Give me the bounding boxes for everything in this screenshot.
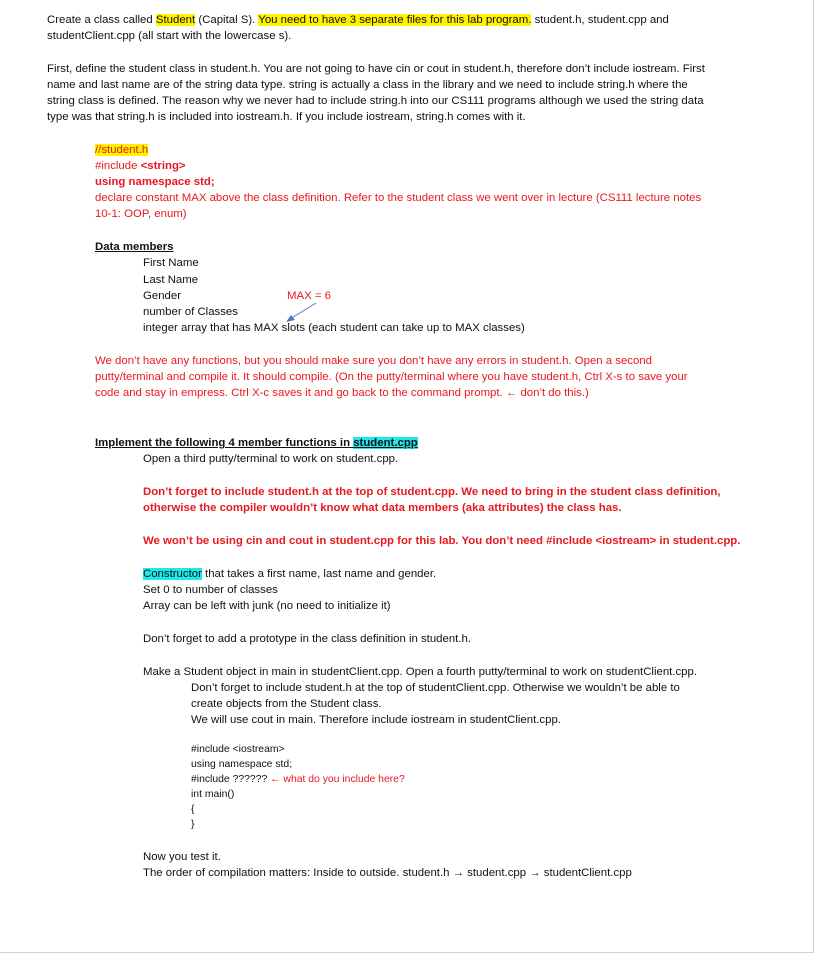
files-highlight: You need to have 3 separate files for this lab program. bbox=[258, 14, 532, 26]
max-note-1: declare constant MAX above the class definition. Refer to the student class we went over in lecture (CS111 lecture notes bbox=[95, 192, 702, 204]
para-line: type was that string.h is included into iostream.h. If you include iostream, string.h comes with it. bbox=[47, 111, 526, 123]
implement-title-text: Implement the following 4 member functions in bbox=[95, 437, 354, 449]
include-warning-2: otherwise the compiler wouldn’t know what data members (aka attributes) the class has. bbox=[143, 502, 622, 514]
compile-note: code and stay in empress. Ctrl X-c saves it and go back to the command prompt. ← don’t do this.) bbox=[95, 387, 589, 399]
member-item: Last Name bbox=[143, 274, 199, 286]
member-item: Gender bbox=[143, 290, 181, 302]
code-line: #include <iostream> bbox=[191, 744, 285, 755]
client-line: Make a Student object in main in studentClient.cpp. Open a fourth putty/terminal to work on studentClient.cpp. bbox=[143, 666, 698, 678]
constructor-line bbox=[143, 566, 436, 582]
member-item: number of Classes bbox=[143, 306, 238, 318]
member-item: integer array that has MAX slots (each student can take up to MAX classes) bbox=[143, 322, 525, 334]
header-comment bbox=[95, 142, 148, 158]
constructor-text: that takes a first name, last name and gender. bbox=[201, 568, 437, 580]
code-line: } bbox=[191, 819, 195, 830]
client-line: Don’t forget to include student.h at the top of studentClient.cpp. Otherwise we wouldn’t be able to bbox=[191, 682, 680, 694]
intro-line-1 bbox=[47, 12, 669, 28]
include-string bbox=[95, 158, 186, 174]
compile-order-line: The order of compilation matters: Inside to outside. student.h → student.cpp → studentClient.cpp bbox=[143, 867, 632, 879]
code-line: { bbox=[191, 804, 195, 815]
compile-note: putty/terminal and compile it. It should compile. (On the putty/terminal where you have student.h, Ctrl X-s to save your bbox=[95, 371, 688, 383]
para-line: name and last name are of the string data type. string is actually a class in the library and we need to include string.h where the bbox=[47, 79, 688, 91]
para-line: string class is defined. The reason why we never had to include string.h into our CS111 programs although we used the string data bbox=[47, 95, 704, 107]
include-warning-1: Don’t forget to include student.h at the top of student.cpp. We need to bring in the student class definition, bbox=[143, 486, 721, 498]
test-line: Now you test it. bbox=[143, 851, 221, 863]
set-zero-line: Set 0 to number of classes bbox=[143, 584, 278, 596]
code-line: using namespace std; bbox=[191, 759, 293, 770]
intro-text: student.h, student.cpp and bbox=[531, 14, 669, 26]
constructor-highlight: Constructor bbox=[143, 568, 202, 580]
open-third-terminal: Open a third putty/terminal to work on student.cpp. bbox=[143, 453, 399, 465]
array-junk-line: Array can be left with junk (no need to initialize it) bbox=[143, 600, 391, 612]
file-highlight: student.cpp bbox=[353, 437, 418, 449]
code-annotation: ← what do you include here? bbox=[270, 774, 405, 785]
intro-text: (Capital S). bbox=[195, 14, 259, 26]
code-line: int main() bbox=[191, 789, 235, 800]
data-members-title: Data members bbox=[95, 241, 174, 253]
no-iostream-warning: We won’t be using cin and cout in student.cpp for this lab. You don’t need #include <iostream> in student.cpp. bbox=[143, 535, 741, 547]
intro-text: Create a class called bbox=[47, 14, 156, 26]
comment-highlight: //student.h bbox=[95, 144, 149, 156]
using-namespace: using namespace std; bbox=[95, 176, 215, 188]
include-target: <string> bbox=[140, 160, 186, 172]
intro-line-2: studentClient.cpp (all start with the lowercase s). bbox=[47, 30, 292, 42]
prototype-note: Don’t forget to add a prototype in the class definition in student.h. bbox=[143, 633, 472, 645]
max-note-2: 10-1: OOP, enum) bbox=[95, 208, 187, 220]
client-line: We will use cout in main. Therefore include iostream in studentClient.cpp. bbox=[191, 714, 561, 726]
compile-note: We don’t have any functions, but you should make sure you don’t have any errors in student.h. Open a second bbox=[95, 355, 653, 367]
implement-title bbox=[95, 435, 418, 451]
max-annotation: MAX = 6 bbox=[287, 290, 331, 302]
member-item: First Name bbox=[143, 257, 199, 269]
include-keyword: #include bbox=[95, 160, 141, 172]
client-line: create objects from the Student class. bbox=[191, 698, 382, 710]
student-highlight: Student bbox=[155, 14, 196, 26]
code-include: #include ?????? bbox=[191, 774, 271, 785]
para-line: First, define the student class in student.h. You are not going to have cin or cout in student.h, therefore don’t include iostream. First bbox=[47, 63, 705, 75]
code-line bbox=[191, 772, 405, 788]
